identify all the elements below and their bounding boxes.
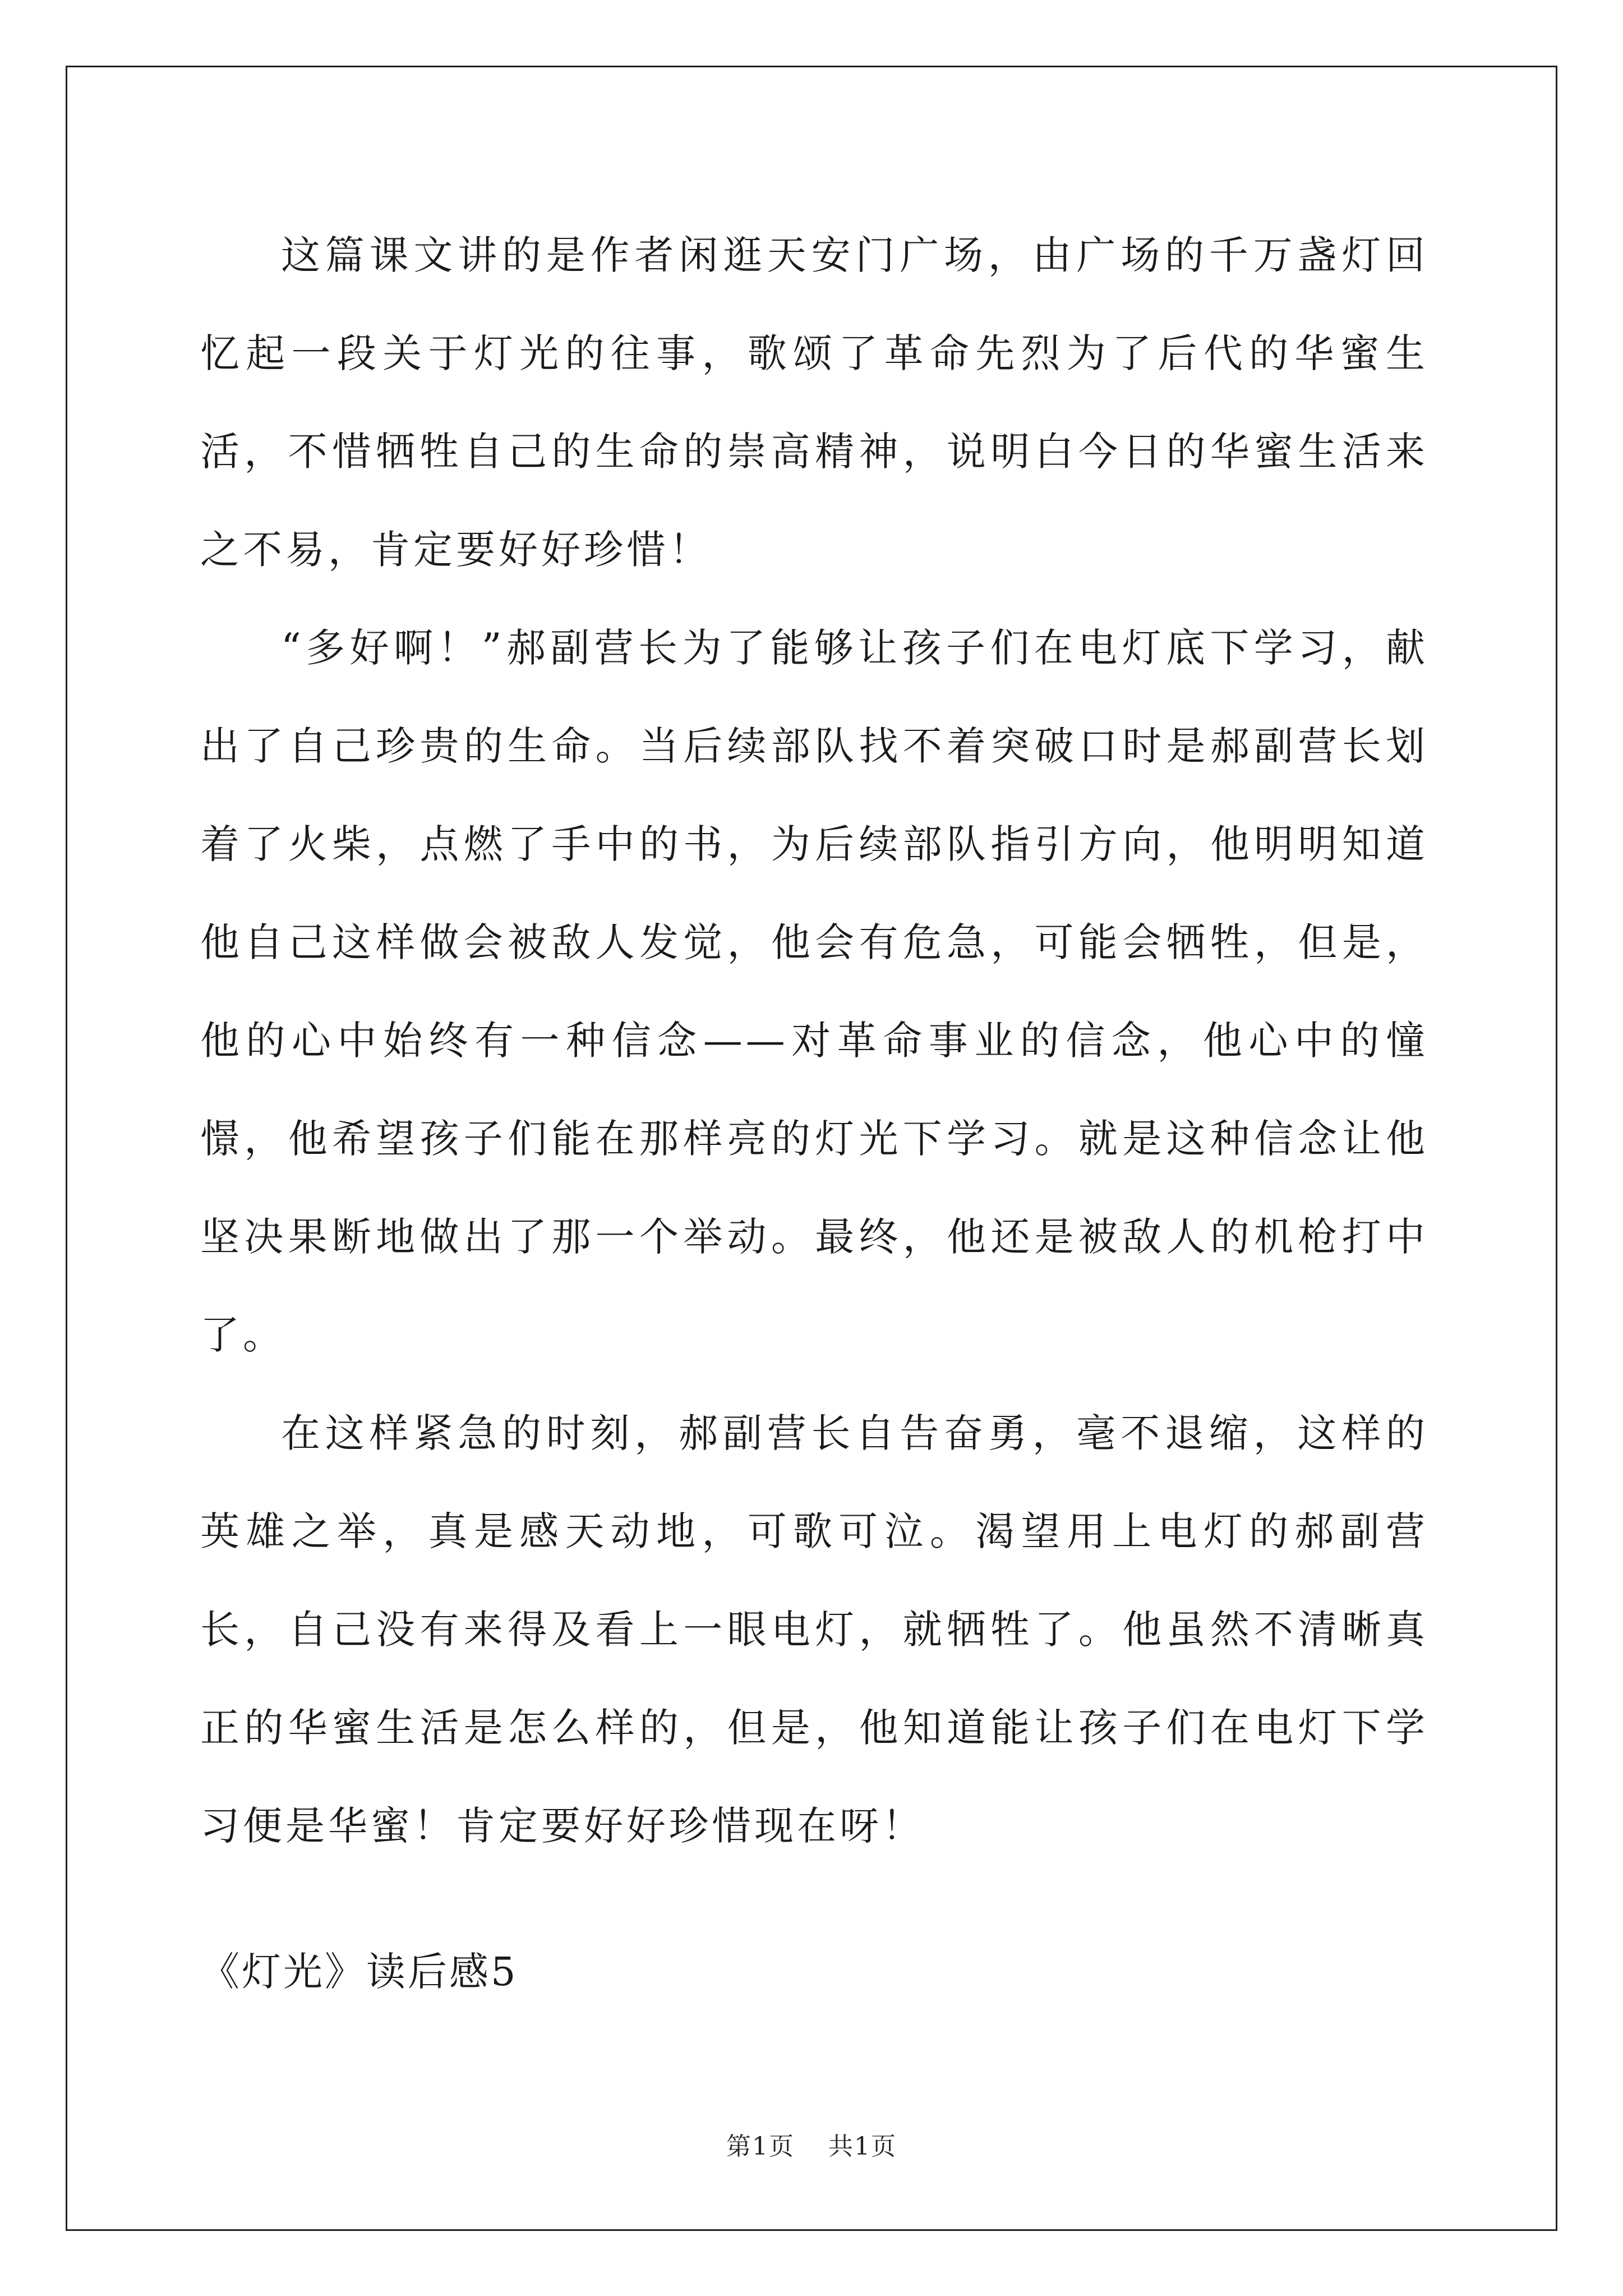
paragraph-3: 在这样紧急的时刻，郝副营长自告奋勇，毫不退缩，这样的英雄之举，真是感天动地，可歌可泣。渴望用上电灯的郝副营长，自己没有来得及看上一眼电灯，就牺牲了。他虽然不清晰真正的华蜜生活是怎么样的，但是，他知道能让孩子们在电灯下学习便是华蜜！肯定要好好珍惜现在呀！: [200, 1410, 1428, 1849]
page-number: 第1页: [726, 2132, 795, 2161]
page-footer: [0, 2126, 1623, 2162]
document-body: [200, 206, 1428, 1875]
paragraph-1: 这篇课文讲的是作者闲逛天安门广场，由广场的千万盏灯回忆起一段关于灯光的往事，歌颂了革命先烈为了后代的华蜜生活，不惜牺牲自己的生命的崇高精神，说明白今日的华蜜生活来之不易，肯定要好好珍惜！: [200, 232, 1428, 573]
paragraph-2: “多好啊！”郝副营长为了能够让孩子们在电灯底下学习，献出了自己珍贵的生命。当后续部队找不着突破口时是郝副营长划着了火柴，点燃了手中的书，为后续部队指引方向，他明明知道他自己这样做会被敌人发觉，他会有危急，可能会牺牲，但是，他的心中始终有一种信念——对革命事业的信念，他心中的憧憬，他希望孩子们能在那样亮的灯光下学习。就是这种信念让他坚决果断地做出了那一个举动。最终，他还是被敌人的机枪打中了。: [200, 625, 1428, 1358]
section-heading: 《灯光》读后感5: [200, 1949, 518, 1995]
page-total: 共1页: [828, 2132, 897, 2161]
